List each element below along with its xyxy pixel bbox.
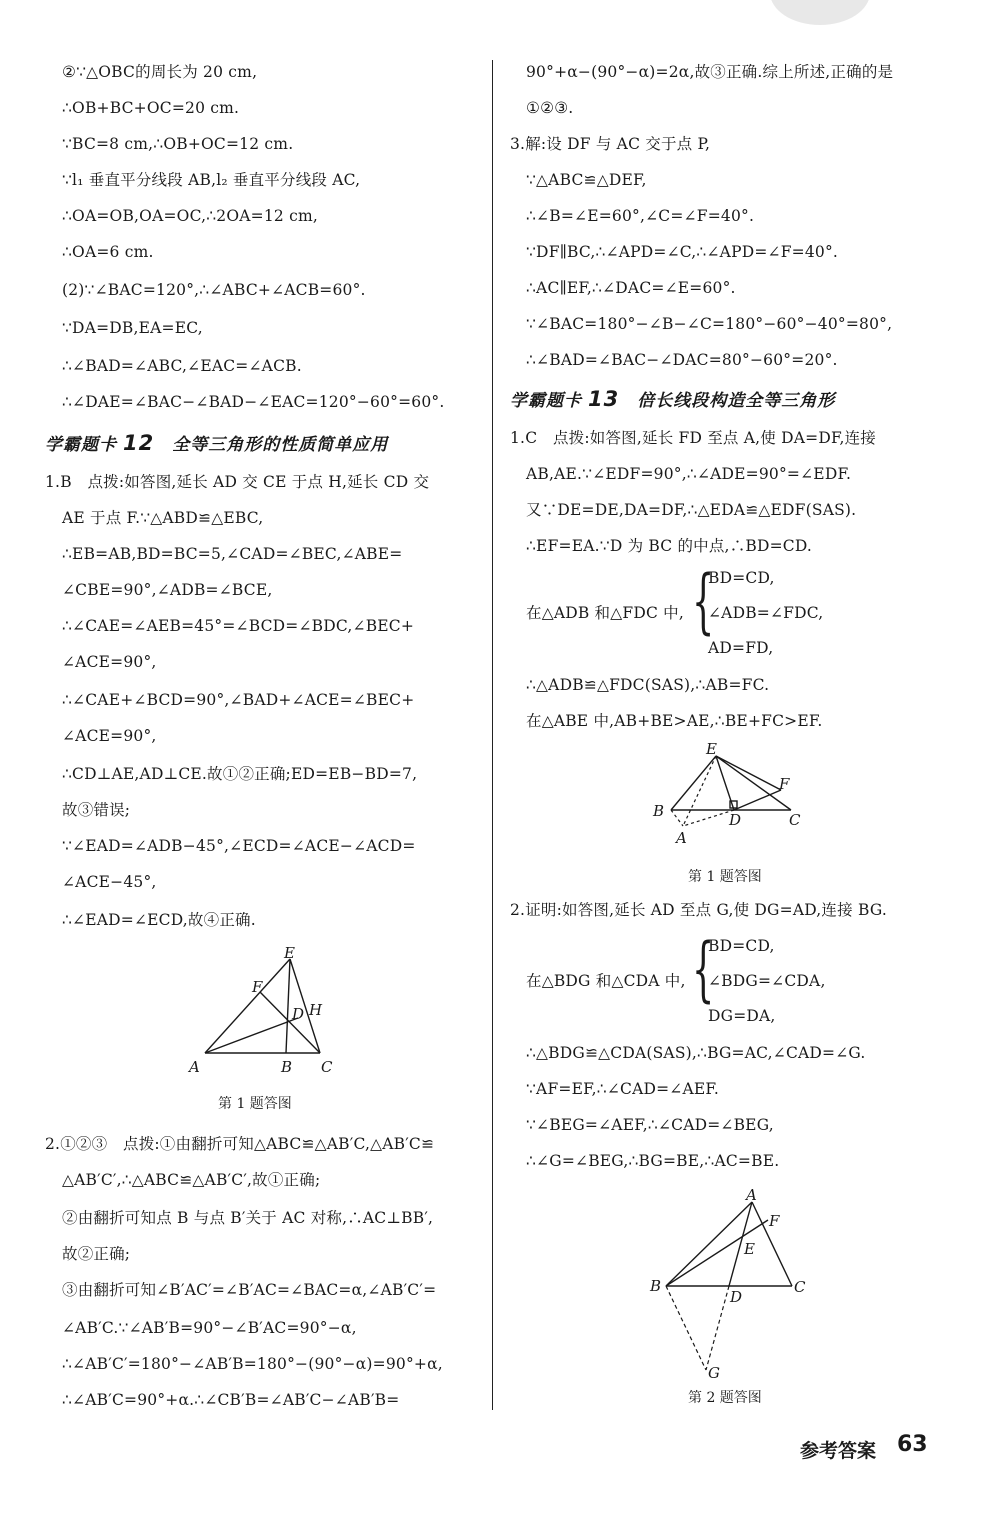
label-c: C xyxy=(789,811,801,829)
segment-ah xyxy=(205,1018,298,1053)
text-line: ∵BC=8 cm,∴OB+OC=12 cm. xyxy=(62,135,294,153)
text-line: ∵AF=EF,∴∠CAD=∠AEF. xyxy=(526,1080,720,1098)
label-e: E xyxy=(284,945,295,962)
section-heading-card-12 xyxy=(45,430,388,455)
text-line: ∴∠DAE=∠BAC−∠BAD−∠EAC=120°−60°=60°. xyxy=(62,393,445,411)
text-line: ∴∠AB′C′=180°−∠AB′B=180°−(90°−α)=90°+α, xyxy=(62,1355,443,1373)
text-line: ∴∠CAE+∠BCD=90°,∠BAD+∠ACE=∠BEC+ xyxy=(62,691,415,709)
card-number: 12 xyxy=(123,431,155,455)
text-line: AB,AE.∵∠EDF=90°,∴∠ADE=90°=∠EDF. xyxy=(526,465,852,483)
system-lead: 在△ADB 和△FDC 中, xyxy=(526,604,684,622)
card-number: 13 xyxy=(588,387,620,411)
text-line: ∴AC∥EF,∴∠DAC=∠E=60°. xyxy=(526,279,736,297)
label-f: F xyxy=(779,775,790,793)
label-a: A xyxy=(746,1186,757,1204)
text-line: 90°+α−(90°−α)=2α,故③正确.综上所述,正确的是 xyxy=(526,63,894,81)
text-line: ∴∠B=∠E=60°,∠C=∠F=40°. xyxy=(526,207,755,225)
text-line: (2)∵∠BAC=120°,∴∠ABC+∠ACB=60°. xyxy=(62,281,366,299)
text-line: 1.C 点拨:如答图,延长 FD 至点 A,使 DA=DF,连接 xyxy=(510,429,877,447)
text-line: 故③错误; xyxy=(62,801,131,819)
text-line: ∠ACE=90°, xyxy=(62,727,157,745)
segment-ea-dashed xyxy=(683,756,716,826)
system-row: ∠ADB=∠FDC, xyxy=(708,604,824,622)
system-row: ∠BDG=∠CDA, xyxy=(708,972,826,990)
label-b: B xyxy=(650,1277,662,1295)
label-f: F xyxy=(769,1212,780,1230)
text-line: ∴CD⊥AE,AD⊥CE.故①②正确;ED=EB−BD=7, xyxy=(62,765,418,783)
segment-df xyxy=(734,790,781,810)
segment-ae xyxy=(205,959,290,1053)
label-c: C xyxy=(794,1278,806,1296)
card-prefix: 学霸题卡 xyxy=(45,435,117,455)
system-row: AD=FD, xyxy=(708,639,774,657)
system-row: DG=DA, xyxy=(708,1007,776,1025)
text-line: ③由翻折可知∠B′AC′=∠B′AC=∠BAC=α,∠AB′C′= xyxy=(62,1281,437,1299)
text-line: ∴∠BAD=∠ABC,∠EAC=∠ACB. xyxy=(62,357,302,375)
label-a: A xyxy=(189,1058,200,1076)
segment-ba-dashed xyxy=(671,810,683,826)
figure-caption: 第 1 题答图 xyxy=(688,869,762,885)
text-line: ∠AB′C.∵∠AB′B=90°−∠B′AC=90°−α, xyxy=(62,1319,357,1337)
label-e: E xyxy=(744,1240,755,1258)
brace-symbol: { xyxy=(692,928,715,1010)
right-column xyxy=(496,0,1001,1536)
label-d: D xyxy=(292,1005,305,1023)
text-line: 故②正确; xyxy=(62,1245,131,1263)
label-b: B xyxy=(653,802,665,820)
label-h: H xyxy=(309,1001,323,1019)
text-line: 在△ABE 中,AB+BE>AE,∴BE+FC>EF. xyxy=(526,712,823,730)
label-e: E xyxy=(706,740,717,758)
card-prefix: 学霸题卡 xyxy=(510,391,582,411)
system-row: BD=CD, xyxy=(708,937,775,955)
text-line: ∴△ADB≌△FDC(SAS),∴AB=FC. xyxy=(526,676,770,694)
label-a: A xyxy=(676,829,687,847)
text-line: ∵∠BEG=∠AEF,∴∠CAD=∠BEG, xyxy=(526,1116,774,1134)
figure-caption: 第 1 题答图 xyxy=(218,1096,292,1112)
segment-da-dashed xyxy=(683,810,734,826)
text-line: ∴EB=AB,BD=BC=5,∠CAD=∠BEC,∠ABE= xyxy=(62,545,403,563)
label-g: G xyxy=(708,1364,720,1380)
footer-label: 参考答案 xyxy=(800,1440,877,1462)
figure-1-right xyxy=(646,740,806,852)
label-c: C xyxy=(321,1058,333,1076)
text-line: 2.证明:如答图,延长 AD 至点 G,使 DG=AD,连接 BG. xyxy=(510,901,887,919)
figure-1-left xyxy=(180,945,350,1080)
text-line: ∵DF∥BC,∴∠APD=∠C,∴∠APD=∠F=40°. xyxy=(526,243,839,261)
label-b: B xyxy=(281,1058,293,1076)
figure-2-right xyxy=(636,1180,826,1380)
text-line: ②由翻折可知点 B 与点 B′关于 AC 对称,∴AC⊥BB′, xyxy=(62,1209,434,1227)
segment-ba xyxy=(666,1202,752,1286)
column-divider xyxy=(492,60,493,1410)
text-line: ∴OA=6 cm. xyxy=(62,243,154,261)
text-line: ∴OB+BC+OC=20 cm. xyxy=(62,99,240,117)
segment-dg-dashed xyxy=(706,1286,729,1370)
left-column xyxy=(0,0,490,1536)
text-line: ∴△BDG≌△CDA(SAS),∴BG=AC,∠CAD=∠G. xyxy=(526,1044,866,1062)
text-line: ∵l₁ 垂直平分线段 AB,l₂ 垂直平分线段 AC, xyxy=(62,171,361,189)
text-line: ∠ACE−45°, xyxy=(62,873,157,891)
segment-be xyxy=(671,756,716,810)
card-title: 全等三角形的性质简单应用 xyxy=(172,435,389,455)
text-line: ∴∠EAD=∠ECD,故④正确. xyxy=(62,911,256,929)
text-line: ∵△ABC≌△DEF, xyxy=(526,171,647,189)
text-line: ∵DA=DB,EA=EC, xyxy=(62,319,203,337)
segment-bg-dashed xyxy=(666,1286,706,1370)
system-lead: 在△BDG 和△CDA 中, xyxy=(526,972,686,990)
section-heading-card-13 xyxy=(510,386,835,411)
label-f: F xyxy=(252,978,263,996)
figure-caption: 第 2 题答图 xyxy=(688,1390,762,1406)
text-line: ∴∠BAD=∠BAC−∠DAC=80°−60°=20°. xyxy=(526,351,838,369)
text-line: ∠ACE=90°, xyxy=(62,653,157,671)
text-line: ②∵△OBC的周长为 20 cm, xyxy=(62,63,258,81)
text-line: ∵∠EAD=∠ADB−45°,∠ECD=∠ACE−∠ACD= xyxy=(62,837,416,855)
card-title: 倍长线段构造全等三角形 xyxy=(637,391,836,411)
brace-symbol: { xyxy=(692,560,715,642)
text-line: △AB′C′,∴△ABC≌△AB′C′,故①正确; xyxy=(62,1171,321,1189)
text-line: ∴EF=EA.∵D 为 BC 的中点,∴BD=CD. xyxy=(526,537,813,555)
system-row: BD=CD, xyxy=(708,569,775,587)
label-d: D xyxy=(730,1288,743,1306)
text-line: ①②③. xyxy=(526,99,574,117)
text-line: 3.解:设 DF 与 AC 交于点 P, xyxy=(510,135,711,153)
text-line: 2.①②③ 点拨:①由翻折可知△ABC≌△AB′C,△AB′C≌ xyxy=(45,1135,435,1153)
text-line: 又∵DE=DE,DA=DF,∴△EDA≌△EDF(SAS). xyxy=(526,501,857,519)
label-d: D xyxy=(729,811,742,829)
text-line: ∴∠G=∠BEG,∴BG=BE,∴AC=BE. xyxy=(526,1152,780,1170)
text-line: ∴∠AB′C=90°+α.∴∠CB′B=∠AB′C−∠AB′B= xyxy=(62,1391,400,1409)
text-line: ∴OA=OB,OA=OC,∴2OA=12 cm, xyxy=(62,207,318,225)
text-line: ∵∠BAC=180°−∠B−∠C=180°−60°−40°=80°, xyxy=(526,315,893,333)
text-line: AE 于点 F.∵△ABD≌△EBC, xyxy=(62,509,264,527)
text-line: 1.B 点拨:如答图,延长 AD 交 CE 于点 H,延长 CD 交 xyxy=(45,473,430,491)
text-line: ∴∠CAE=∠AEB=45°=∠BCD=∠BDC,∠BEC+ xyxy=(62,617,415,635)
text-line: ∠CBE=90°,∠ADB=∠BCE, xyxy=(62,581,273,599)
page-number: 63 xyxy=(897,1432,928,1457)
segment-eb xyxy=(286,959,290,1053)
